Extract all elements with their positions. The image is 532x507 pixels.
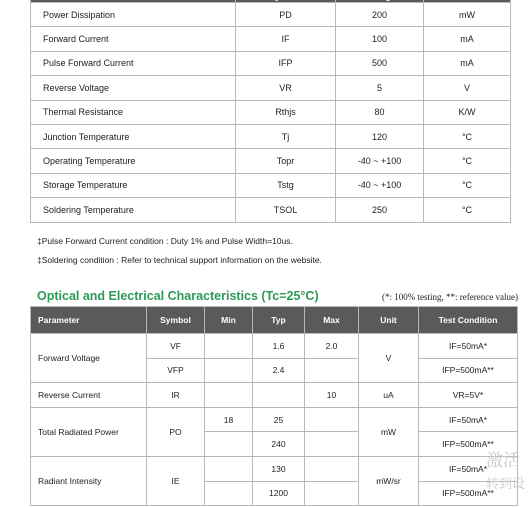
symbol-cell: Tstg	[236, 173, 336, 197]
unit-cell: V	[359, 334, 419, 383]
unit-cell: mW	[359, 407, 419, 456]
item-cell: Forward Current	[31, 27, 236, 51]
table-row	[31, 76, 511, 100]
section-title: Optical and Electrical Characteristics (Tc=25°C)	[37, 289, 319, 303]
item-cell: Thermal Resistance	[31, 100, 236, 124]
condition-cell: IF=50mA*	[419, 456, 518, 481]
absolute-ratings-table	[30, 0, 511, 223]
unit-cell: K/W	[424, 100, 511, 124]
header-symbol: Symbol	[147, 307, 205, 334]
rating-cell: 250	[336, 198, 424, 222]
condition-cell: IFP=500mA**	[419, 481, 518, 506]
item-cell: Operating Temperature	[31, 149, 236, 173]
parameter-radiant-intensity: Radiant Intensity	[31, 456, 147, 505]
rating-cell: 120	[336, 124, 424, 148]
table-row	[31, 3, 511, 27]
rating-cell: -40 ~ +100	[336, 173, 424, 197]
symbol-cell: TSOL	[236, 198, 336, 222]
condition-cell: IF=50mA*	[419, 407, 518, 432]
table-row	[31, 100, 511, 124]
activation-watermark: 激活	[486, 451, 520, 471]
table-header-row	[31, 307, 518, 334]
rating-cell: -40 ~ +100	[336, 149, 424, 173]
table-row	[31, 149, 511, 173]
typ-cell: 1200	[253, 481, 305, 506]
typ-cell: 25	[253, 407, 305, 432]
item-cell: Power Dissipation	[31, 3, 236, 27]
table-row	[31, 383, 518, 408]
unit-cell: °C	[424, 198, 511, 222]
rating-cell: 500	[336, 51, 424, 75]
typ-cell: 130	[253, 456, 305, 481]
table-row	[31, 334, 518, 359]
soldering-condition-note: ‡Soldering condition : Refer to technical support information on the website.	[37, 255, 322, 265]
item-cell: Pulse Forward Current	[31, 51, 236, 75]
table-row	[31, 124, 511, 148]
table-row	[31, 173, 511, 197]
item-cell: Junction Temperature	[31, 124, 236, 148]
table-row	[31, 407, 518, 432]
typ-cell: 240	[253, 432, 305, 457]
unit-cell: °C	[424, 124, 511, 148]
symbol-cell: VF	[147, 334, 205, 359]
parameter-reverse-current: Reverse Current	[31, 383, 147, 408]
rating-cell: 200	[336, 3, 424, 27]
header-max: Max	[305, 307, 359, 334]
min-cell	[205, 432, 253, 457]
min-cell	[205, 334, 253, 359]
max-cell	[305, 407, 359, 432]
min-cell	[205, 481, 253, 506]
min-cell	[205, 358, 253, 383]
parameter-radiated-power: Total Radiated Power	[31, 407, 147, 456]
optical-electrical-table	[30, 306, 518, 506]
symbol-cell: IFP	[236, 51, 336, 75]
table-row	[31, 198, 511, 222]
unit-cell: V	[424, 76, 511, 100]
header-parameter: Parameter	[31, 307, 147, 334]
max-cell	[305, 358, 359, 383]
item-cell: Soldering Temperature	[31, 198, 236, 222]
table-row	[31, 27, 511, 51]
header-unit: Unit	[359, 307, 419, 334]
item-cell: Storage Temperature	[31, 173, 236, 197]
item-cell: Reverse Voltage	[31, 76, 236, 100]
typ-cell: 2.4	[253, 358, 305, 383]
max-cell	[305, 456, 359, 481]
pulse-condition-note: ‡Pulse Forward Current condition : Duty 1% and Pulse Width=10us.	[37, 236, 293, 246]
min-cell	[205, 383, 253, 408]
parameter-forward-voltage: Forward Voltage	[31, 334, 147, 383]
unit-cell: mA	[424, 51, 511, 75]
header-typ: Typ	[253, 307, 305, 334]
condition-cell: IF=50mA*	[419, 334, 518, 359]
rating-cell: 80	[336, 100, 424, 124]
condition-cell: IFP=500mA**	[419, 432, 518, 457]
symbol-cell: IE	[147, 456, 205, 505]
symbol-cell: Rthjs	[236, 100, 336, 124]
unit-cell: uA	[359, 383, 419, 408]
unit-cell: mA	[424, 27, 511, 51]
header-min: Min	[205, 307, 253, 334]
symbol-cell: Topr	[236, 149, 336, 173]
symbol-cell: IR	[147, 383, 205, 408]
activation-watermark-subtext: 转到设	[486, 477, 526, 492]
max-cell	[305, 432, 359, 457]
symbol-cell: PD	[236, 3, 336, 27]
max-cell: 2.0	[305, 334, 359, 359]
table-row	[31, 456, 518, 481]
unit-cell: °C	[424, 173, 511, 197]
typ-cell	[253, 383, 305, 408]
table-row	[31, 51, 511, 75]
symbol-cell: Tj	[236, 124, 336, 148]
typ-cell: 1.6	[253, 334, 305, 359]
rating-cell: 100	[336, 27, 424, 51]
symbol-cell: IF	[236, 27, 336, 51]
symbol-cell: VFP	[147, 358, 205, 383]
symbol-cell: VR	[236, 76, 336, 100]
max-cell	[305, 481, 359, 506]
symbol-cell: PO	[147, 407, 205, 456]
condition-cell: IFP=500mA**	[419, 358, 518, 383]
unit-cell: mW/sr	[359, 456, 419, 505]
testing-note: (*: 100% testing, **: reference value)	[382, 292, 518, 302]
unit-cell: mW	[424, 3, 511, 27]
condition-cell: VR=5V*	[419, 383, 518, 408]
header-test-condition: Test Condition	[419, 307, 518, 334]
rating-cell: 5	[336, 76, 424, 100]
max-cell: 10	[305, 383, 359, 408]
min-cell	[205, 456, 253, 481]
unit-cell: °C	[424, 149, 511, 173]
min-cell: 18	[205, 407, 253, 432]
